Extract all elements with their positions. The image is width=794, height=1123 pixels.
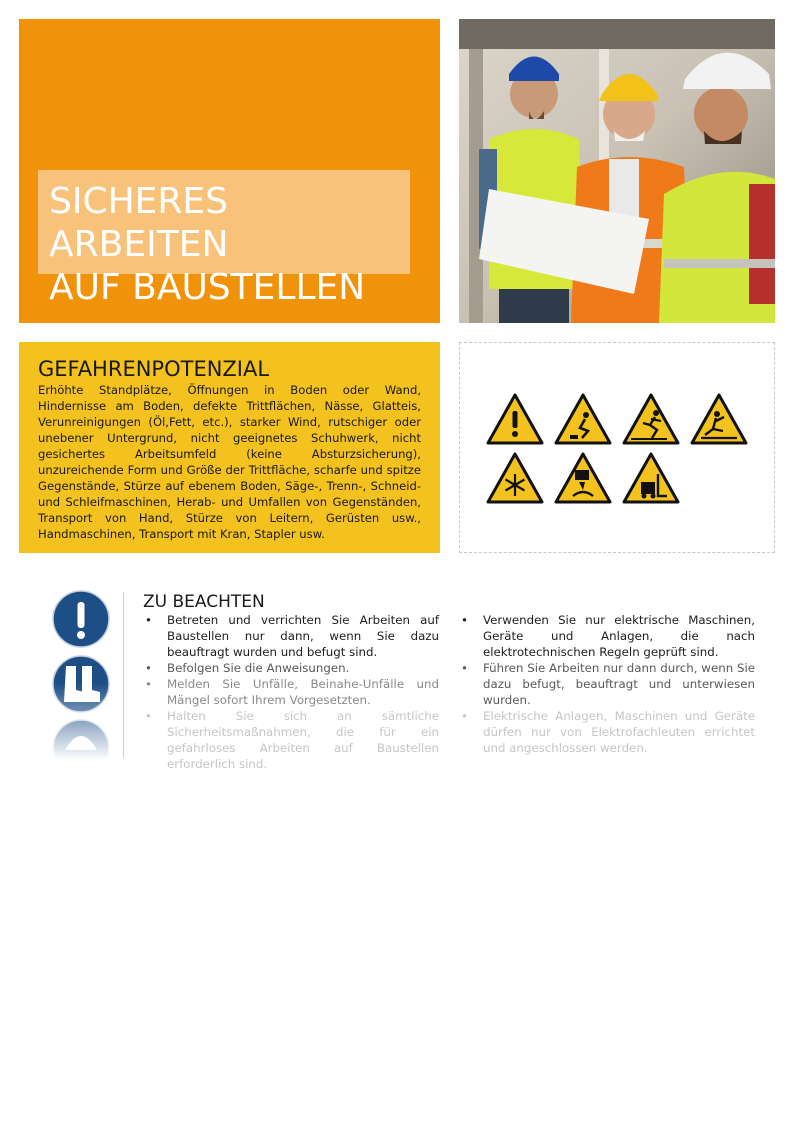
forklift-hazard-icon	[624, 454, 678, 502]
list-item: • Melden Sie Unfälle, Beinahe-Unfälle und Mängel sofort Ihrem Vorgesetzten.	[143, 676, 439, 708]
warning-signs-panel	[459, 342, 775, 553]
notes-right-column	[459, 612, 755, 756]
mandatory-icons-column	[52, 590, 112, 760]
low-temperature-icon	[488, 454, 542, 502]
hazard-description: Erhöhte Standplätze, Öffnungen in Boden oder Wand, Hindernisse am Boden, defekte Trittflächen, Nässe, Glatteis, Verunreinigungen (Öl,Fett, etc.), starker Wind, rutschiger oder unebener Untergrund, nicht geeignetes Schuhwerk, nicht gesichertes Arbeitsumfeld (keine Absturzsicherung), unzureichende Form und Größe der Trittfläche, scharfe und spitze Gegenstände, Stürze auf ebenem Boden, Säge-, Trenn-, Schneid- und Schleifmaschinen, Herab- und Umfallen von Gegenständen, Transport von Hand, Stürze von Leitern, Gerüsten usw., Handmaschinen, Transport mit Kran, Stapler usw.	[38, 383, 421, 541]
notes-left-column	[143, 612, 439, 772]
divider	[123, 592, 124, 758]
title-line-1: SICHERES ARBEITEN	[49, 181, 229, 265]
list-item: • Halten Sie sich an sämtliche Sicherheitsmaßnahmen, die für ein gefahrloses Arbeiten auf Baustellen erforderlich sind.	[143, 708, 439, 772]
list-item: • Elektrische Anlagen, Maschinen und Geräte dürfen nur von Elektrofachleuten errichtet und angeschlossen werden.	[459, 708, 755, 756]
list-item: • Betreten und verrichten Sie Arbeiten auf Baustellen nur dann, wenn Sie dazu beauftragt wurden und befugt sind.	[143, 612, 439, 660]
construction-workers-photo	[459, 19, 775, 323]
hazard-title: GEFAHRENPOTENZIAL	[38, 357, 270, 381]
list-item: • Führen Sie Arbeiten nur dann durch, wenn Sie dazu befugt, beauftragt und unterwiesen wurden.	[459, 660, 755, 708]
title-line-2: AUF BAUSTELLEN	[49, 267, 366, 308]
general-warning-icon	[488, 395, 542, 443]
notes-title: ZU BEACHTEN	[143, 592, 265, 612]
trip-hazard-icon	[556, 395, 610, 443]
list-item: • Befolgen Sie die Anweisungen.	[143, 660, 439, 676]
fall-hazard-icon	[624, 395, 678, 443]
slippery-surface-icon	[692, 395, 746, 443]
page-title	[49, 180, 409, 309]
falling-objects-icon	[556, 454, 610, 502]
list-item: • Verwenden Sie nur elektrische Maschinen, Geräte und Anlagen, die nach elektrotechnischen Regeln geprüft sind.	[459, 612, 755, 660]
